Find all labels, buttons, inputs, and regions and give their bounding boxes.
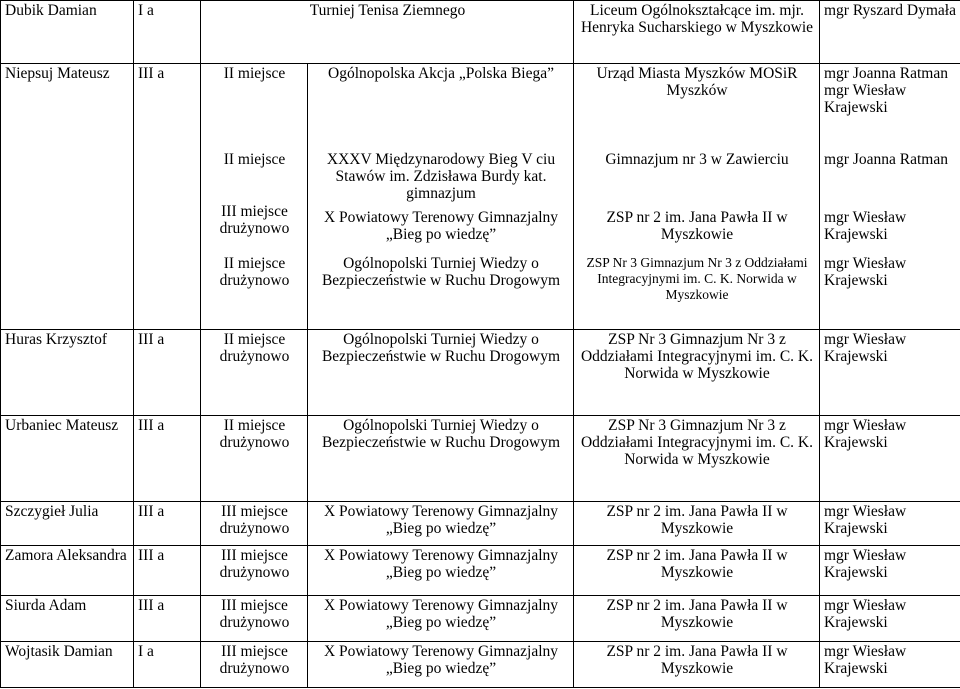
organizer-name: ZSP Nr 3 Gimnazjum Nr 3 z Oddziałami Integracyjnymi im. C. K. Norwida w Myszkowie (586, 255, 808, 302)
teacher-name: mgr Wiesław Krajewski (824, 255, 907, 289)
teacher-name: mgr Joanna Ratman (824, 151, 948, 168)
class-label: III a (134, 416, 201, 502)
place-text: II miejsce drużynowo (219, 255, 290, 289)
table-row (1, 642, 960, 688)
student-name: Dubik Damian (1, 1, 134, 64)
class-label: III a (134, 330, 201, 416)
table-row (1, 1, 960, 64)
place-text: III miejsce drużynowo (201, 596, 308, 642)
organizer-name: Liceum Ogólnokształcące im. mjr. Henryka Sucharskiego w Myszkowie (574, 1, 820, 64)
place-text: II miejsce drużynowo (201, 416, 308, 502)
organizer-name: ZSP Nr 3 Gimnazjum Nr 3 z Oddziałami Integracyjnymi im. C. K. Norwida w Myszkowie (574, 330, 820, 416)
student-name: Siurda Adam (1, 596, 134, 642)
place-text: II miejsce (223, 151, 286, 168)
teacher-name: mgr Wiesław Krajewski (824, 209, 907, 243)
teacher-name: mgr Wiesław Krajewski (820, 642, 960, 688)
competition-name: X Powiatowy Terenowy Gimnazjalny „Bieg po wiedzę” (308, 546, 574, 596)
competition-name: X Powiatowy Terenowy Gimnazjalny „Bieg po wiedzę” (308, 642, 574, 688)
competition-name: Ogólnopolski Turniej Wiedzy o Bezpieczeństwie w Ruchu Drogowym (308, 330, 574, 416)
table-row (1, 502, 960, 546)
competition-name: X Powiatowy Terenowy Gimnazjalny „Bieg po wiedzę” (323, 209, 559, 243)
table-row (1, 596, 960, 642)
table-row (1, 416, 960, 502)
teacher-name: mgr Ryszard Dymała (820, 1, 960, 64)
class-label: I a (134, 642, 201, 688)
competition-name: Ogólnopolski Turniej Wiedzy o Bezpieczeństwie w Ruchu Drogowym (308, 416, 574, 502)
teacher-name: mgr Wiesław Krajewski (820, 330, 960, 416)
teacher-name: mgr Wiesław Krajewski (820, 502, 960, 546)
organizer-name: ZSP nr 2 im. Jana Pawła II w Myszkowie (606, 209, 788, 243)
teacher-name: mgr Joanna Ratman mgr Wiesław Krajewski (824, 65, 948, 116)
teacher-name: mgr Wiesław Krajewski (820, 596, 960, 642)
place-text: III miejsce drużynowo (201, 642, 308, 688)
organizer-name: ZSP nr 2 im. Jana Pawła II w Myszkowie (574, 502, 820, 546)
student-name: Niepsuj Mateusz (1, 64, 134, 330)
competition-name: Ogólnopolska Akcja „Polska Biega” (328, 65, 554, 82)
organizer-name: Urząd Miasta Myszków MOSiR Myszków (596, 65, 798, 99)
organizer-name: ZSP Nr 3 Gimnazjum Nr 3 z Oddziałami Integracyjnymi im. C. K. Norwida w Myszkowie (574, 416, 820, 502)
class-label: III a (134, 546, 201, 596)
teacher-cell (820, 64, 960, 330)
class-label: I a (134, 1, 201, 64)
student-name: Szczygieł Julia (1, 502, 134, 546)
student-name: Wojtasik Damian (1, 642, 134, 688)
competition-name: X Powiatowy Terenowy Gimnazjalny „Bieg po wiedzę” (308, 502, 574, 546)
class-label: III a (134, 502, 201, 546)
place-text: III miejsce drużynowo (201, 502, 308, 546)
competition-name: XXXV Międzynarodowy Bieg V ciu Stawów im. Zdzisława Burdy kat. gimnazjum (326, 151, 556, 202)
table-row (1, 330, 960, 416)
teacher-name: mgr Wiesław Krajewski (820, 546, 960, 596)
competition-name: Turniej Tenisa Ziemnego (201, 1, 574, 64)
teacher-name: mgr Wiesław Krajewski (820, 416, 960, 502)
student-name: Huras Krzysztof (1, 330, 134, 416)
table-row (1, 64, 960, 330)
place-text: II miejsce (223, 65, 286, 82)
place-text: III miejsce drużynowo (219, 203, 290, 237)
class-label: III a (134, 596, 201, 642)
place-cell (201, 64, 308, 330)
competition-name: X Powiatowy Terenowy Gimnazjalny „Bieg po wiedzę” (308, 596, 574, 642)
organizer-name: ZSP nr 2 im. Jana Pawła II w Myszkowie (574, 596, 820, 642)
organizer-cell (574, 64, 820, 330)
table-row (1, 546, 960, 596)
organizer-name: ZSP nr 2 im. Jana Pawła II w Myszkowie (574, 642, 820, 688)
class-label: III a (134, 64, 201, 330)
place-text: II miejsce drużynowo (201, 330, 308, 416)
competition-name: Ogólnopolski Turniej Wiedzy o Bezpieczeństwie w Ruchu Drogowym (321, 255, 561, 289)
organizer-name: ZSP nr 2 im. Jana Pawła II w Myszkowie (574, 546, 820, 596)
student-name: Zamora Aleksandra (1, 546, 134, 596)
competition-cell (308, 64, 574, 330)
student-name: Urbaniec Mateusz (1, 416, 134, 502)
place-text: III miejsce drużynowo (201, 546, 308, 596)
organizer-name: Gimnazjum nr 3 w Zawierciu (605, 151, 789, 168)
